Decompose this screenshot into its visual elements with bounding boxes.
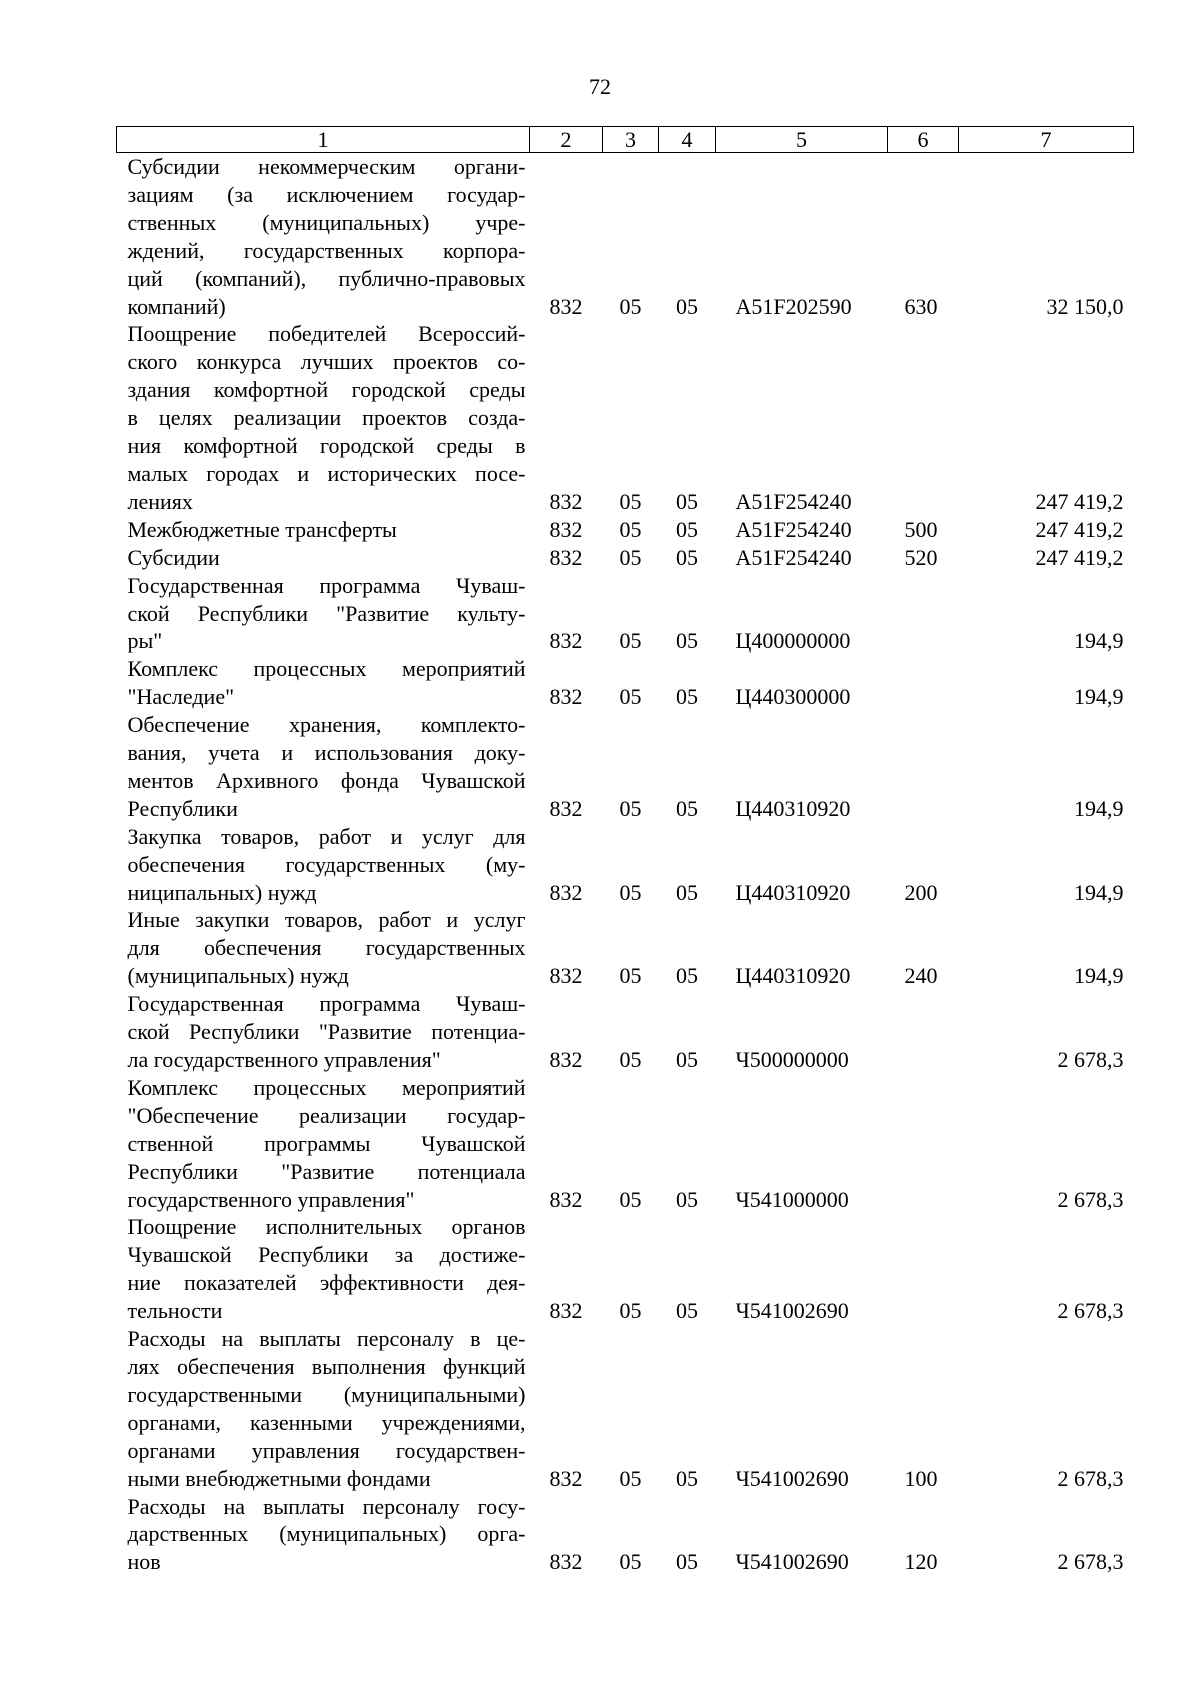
- row-name: [117, 516, 530, 544]
- row-name: [117, 990, 530, 1074]
- row-expense-type: 630: [904, 293, 938, 319]
- row-name-line: Чувашской Республики за достиже-: [127, 1242, 526, 1268]
- row-name-line: для обеспечения государственных: [127, 935, 526, 961]
- row-name-line: дарственных (муниципальных) орга-: [127, 1521, 526, 1547]
- row-ministry-code: 832: [549, 1186, 583, 1212]
- row-subsection: 05: [676, 1549, 698, 1575]
- table-row: [117, 1325, 1134, 1492]
- row-ministry-code: 832: [549, 1465, 583, 1491]
- table-row: [117, 572, 1134, 656]
- row-name-line: компаний): [127, 293, 226, 319]
- row-name-line: ла государственного управления": [127, 1047, 441, 1072]
- header-col-4: 4: [659, 127, 716, 153]
- row-amount: 2 678,3: [1057, 1549, 1124, 1575]
- row-subsection: 05: [676, 795, 698, 821]
- header-col-5: 5: [716, 127, 888, 153]
- table-row: [117, 1213, 1134, 1325]
- table-row: [117, 153, 1134, 321]
- row-subsection: 05: [676, 1047, 698, 1072]
- row-expense-type: 120: [904, 1549, 938, 1575]
- row-amount: 2 678,3: [1057, 1298, 1124, 1324]
- row-expense-type: [888, 1213, 959, 1325]
- row-amount: 247 419,2: [1035, 488, 1124, 514]
- row-expense-type: 520: [904, 544, 938, 570]
- row-expense-type: 100: [904, 1465, 938, 1491]
- row-name-line: Государственная программа Чуваш-: [127, 991, 526, 1017]
- row-target-code: Ц440300000: [735, 684, 851, 710]
- row-name-line: Субсидии некоммерческим органи-: [127, 154, 526, 179]
- row-amount: 194,9: [1074, 628, 1124, 654]
- row-expense-type: 240: [904, 963, 938, 989]
- row-name-line: обеспечения государственных (му-: [127, 851, 526, 877]
- row-name-line: Обеспечение хранения, комплекто-: [127, 712, 526, 738]
- row-expense-type: [888, 655, 959, 711]
- header-col-3: 3: [603, 127, 659, 153]
- row-name-line: "Обеспечение реализации государ-: [127, 1102, 526, 1128]
- header-col-1: 1: [117, 127, 530, 153]
- row-target-code: Ч541000000: [735, 1186, 849, 1212]
- row-name-line: Иные закупки товаров, работ и услуг: [127, 907, 526, 933]
- row-name-line: ры": [127, 628, 163, 654]
- row-name-line: Государственная программа Чуваш-: [127, 572, 526, 598]
- row-name-line: ской Республики "Развитие потенциа-: [127, 1019, 526, 1045]
- table-row: [117, 906, 1134, 990]
- row-subsection: 05: [676, 963, 698, 989]
- row-name-line: ций (компаний), публично-правовых: [127, 265, 526, 291]
- row-section: 05: [619, 1186, 642, 1212]
- row-target-code: А51F254240: [735, 544, 852, 570]
- row-expense-type: [888, 711, 959, 823]
- row-target-code: Ц440310920: [735, 795, 851, 821]
- table-row: [117, 655, 1134, 711]
- row-subsection: 05: [676, 488, 698, 514]
- row-ministry-code: 832: [549, 963, 583, 989]
- row-section: 05: [619, 1549, 642, 1575]
- row-name-line: лениях: [127, 488, 193, 514]
- row-section: 05: [619, 1465, 642, 1491]
- table-row: [117, 1074, 1134, 1214]
- row-name-line: ской Республики "Развитие культу-: [127, 600, 526, 626]
- row-name-line: ными внебюджетными фондами: [127, 1465, 431, 1491]
- row-ministry-code: 832: [549, 1298, 583, 1324]
- row-subsection: 05: [676, 684, 698, 710]
- row-target-code: А51F254240: [735, 516, 852, 542]
- header-row: [117, 127, 1134, 153]
- row-target-code: Ч541002690: [735, 1465, 849, 1491]
- row-name: [117, 544, 530, 572]
- row-name-line: Комплекс процессных мероприятий: [127, 1074, 526, 1100]
- row-amount: 194,9: [1074, 879, 1124, 905]
- row-name-line: зациям (за исключением государ-: [127, 181, 526, 207]
- row-name-line: государственными (муниципальными): [127, 1381, 526, 1407]
- row-name-line: нов: [127, 1549, 161, 1575]
- row-amount: 194,9: [1074, 684, 1124, 710]
- row-name-line: Расходы на выплаты персоналу госу-: [127, 1493, 526, 1519]
- row-section: 05: [619, 684, 642, 710]
- row-target-code: Ч541002690: [735, 1298, 849, 1324]
- row-name: [117, 655, 530, 711]
- row-subsection: 05: [676, 516, 698, 542]
- table-row: [117, 711, 1134, 823]
- table-row: [117, 516, 1134, 544]
- row-name-line: ние показателей эффективности дея-: [127, 1270, 526, 1296]
- row-ministry-code: 832: [549, 544, 583, 570]
- table-row: [117, 823, 1134, 907]
- row-target-code: Ч500000000: [735, 1047, 849, 1072]
- row-subsection: 05: [676, 293, 698, 319]
- row-name-line: ждений, государственных корпора-: [127, 237, 526, 263]
- row-name: [117, 572, 530, 656]
- row-name-line: "Наследие": [127, 684, 235, 710]
- row-ministry-code: 832: [549, 795, 583, 821]
- header-col-6: 6: [888, 127, 959, 153]
- row-name-line: ментов Архивного фонда Чувашской: [127, 767, 526, 793]
- table-row: [117, 320, 1134, 515]
- row-name: [117, 153, 530, 321]
- row-name-line: Республики "Развитие потенциала: [127, 1158, 526, 1184]
- row-amount: 247 419,2: [1035, 516, 1124, 542]
- row-name-line: органами, казенными учреждениями,: [127, 1409, 526, 1435]
- row-target-code: Ц440310920: [735, 963, 851, 989]
- row-name-line: Межбюджетные трансферты: [127, 516, 397, 542]
- budget-table: [116, 126, 1134, 1576]
- row-amount: 32 150,0: [1046, 293, 1124, 319]
- row-subsection: 05: [676, 1186, 698, 1212]
- row-amount: 2 678,3: [1057, 1047, 1124, 1072]
- row-amount: 194,9: [1074, 963, 1124, 989]
- row-name-line: Закупка товаров, работ и услуг для: [127, 823, 526, 849]
- row-name-line: Поощрение исполнительных органов: [127, 1214, 526, 1240]
- row-name-line: тельности: [127, 1298, 223, 1324]
- row-section: 05: [619, 544, 642, 570]
- row-amount: 2 678,3: [1057, 1465, 1124, 1491]
- row-target-code: Ч541002690: [735, 1549, 849, 1575]
- row-section: 05: [619, 795, 642, 821]
- row-expense-type: [888, 990, 959, 1074]
- table-row: [117, 1493, 1134, 1577]
- row-expense-type: [888, 572, 959, 656]
- row-name-line: ственной программы Чувашской: [127, 1130, 526, 1156]
- row-name-line: государственного управления": [127, 1186, 415, 1212]
- row-subsection: 05: [676, 628, 698, 654]
- row-name: [117, 1074, 530, 1214]
- row-name: [117, 906, 530, 990]
- row-expense-type: [888, 320, 959, 515]
- row-name: [117, 1325, 530, 1492]
- row-name-line: ского конкурса лучших проектов со-: [127, 349, 526, 375]
- page-number: 72: [589, 74, 611, 99]
- row-ministry-code: 832: [549, 628, 583, 654]
- row-subsection: 05: [676, 1298, 698, 1324]
- row-subsection: 05: [676, 544, 698, 570]
- row-name-line: Расходы на выплаты персоналу в це-: [127, 1326, 526, 1352]
- row-name-line: малых городах и исторических посе-: [127, 460, 526, 486]
- row-ministry-code: 832: [549, 516, 583, 542]
- row-name-line: органами управления государствен-: [127, 1437, 526, 1463]
- row-ministry-code: 832: [549, 293, 583, 319]
- header-col-7: 7: [959, 127, 1134, 153]
- row-name-line: Субсидии: [127, 544, 220, 570]
- table-row: [117, 990, 1134, 1074]
- row-expense-type: 500: [904, 516, 938, 542]
- row-name-line: (муниципальных) нужд: [127, 963, 349, 989]
- row-ministry-code: 832: [549, 684, 583, 710]
- row-name-line: Республики: [127, 795, 238, 821]
- row-amount: 2 678,3: [1057, 1186, 1124, 1212]
- row-target-code: Ц440310920: [735, 879, 851, 905]
- row-name-line: лях обеспечения выполнения функций: [127, 1353, 526, 1379]
- row-name: [117, 1493, 530, 1577]
- row-name-line: здания комфортной городской среды: [127, 377, 526, 403]
- row-section: 05: [619, 1047, 642, 1072]
- row-section: 05: [619, 628, 642, 654]
- row-section: 05: [619, 516, 642, 542]
- row-section: 05: [619, 1298, 642, 1324]
- row-name: [117, 1213, 530, 1325]
- row-section: 05: [619, 488, 642, 514]
- table-row: [117, 544, 1134, 572]
- row-name-line: Поощрение победителей Всероссий-: [127, 321, 526, 347]
- row-subsection: 05: [676, 879, 698, 905]
- row-target-code: А51F254240: [735, 488, 852, 514]
- row-amount: 194,9: [1074, 795, 1124, 821]
- row-section: 05: [619, 879, 642, 905]
- row-name-line: ственных (муниципальных) учре-: [127, 209, 526, 235]
- row-section: 05: [619, 963, 642, 989]
- row-name: [117, 823, 530, 907]
- row-name: [117, 320, 530, 515]
- row-name-line: в целях реализации проектов созда-: [127, 405, 526, 431]
- row-name-line: вания, учета и использования доку-: [127, 740, 526, 766]
- row-ministry-code: 832: [549, 488, 583, 514]
- row-subsection: 05: [676, 1465, 698, 1491]
- row-ministry-code: 832: [549, 1047, 583, 1072]
- row-expense-type: [888, 1074, 959, 1214]
- row-target-code: А51F202590: [735, 293, 852, 319]
- row-ministry-code: 832: [549, 879, 583, 905]
- table-body: [117, 153, 1134, 1577]
- row-section: 05: [619, 293, 642, 319]
- table-header: [117, 127, 1134, 153]
- row-name-line: ниципальных) нужд: [127, 879, 317, 905]
- row-target-code: Ц400000000: [735, 628, 851, 654]
- row-name: [117, 711, 530, 823]
- row-name-line: Комплекс процессных мероприятий: [127, 656, 526, 682]
- row-name-line: ния комфортной городской среды в: [127, 433, 526, 459]
- row-expense-type: 200: [904, 879, 938, 905]
- row-amount: 247 419,2: [1035, 544, 1124, 570]
- row-ministry-code: 832: [549, 1549, 583, 1575]
- header-col-2: 2: [530, 127, 603, 153]
